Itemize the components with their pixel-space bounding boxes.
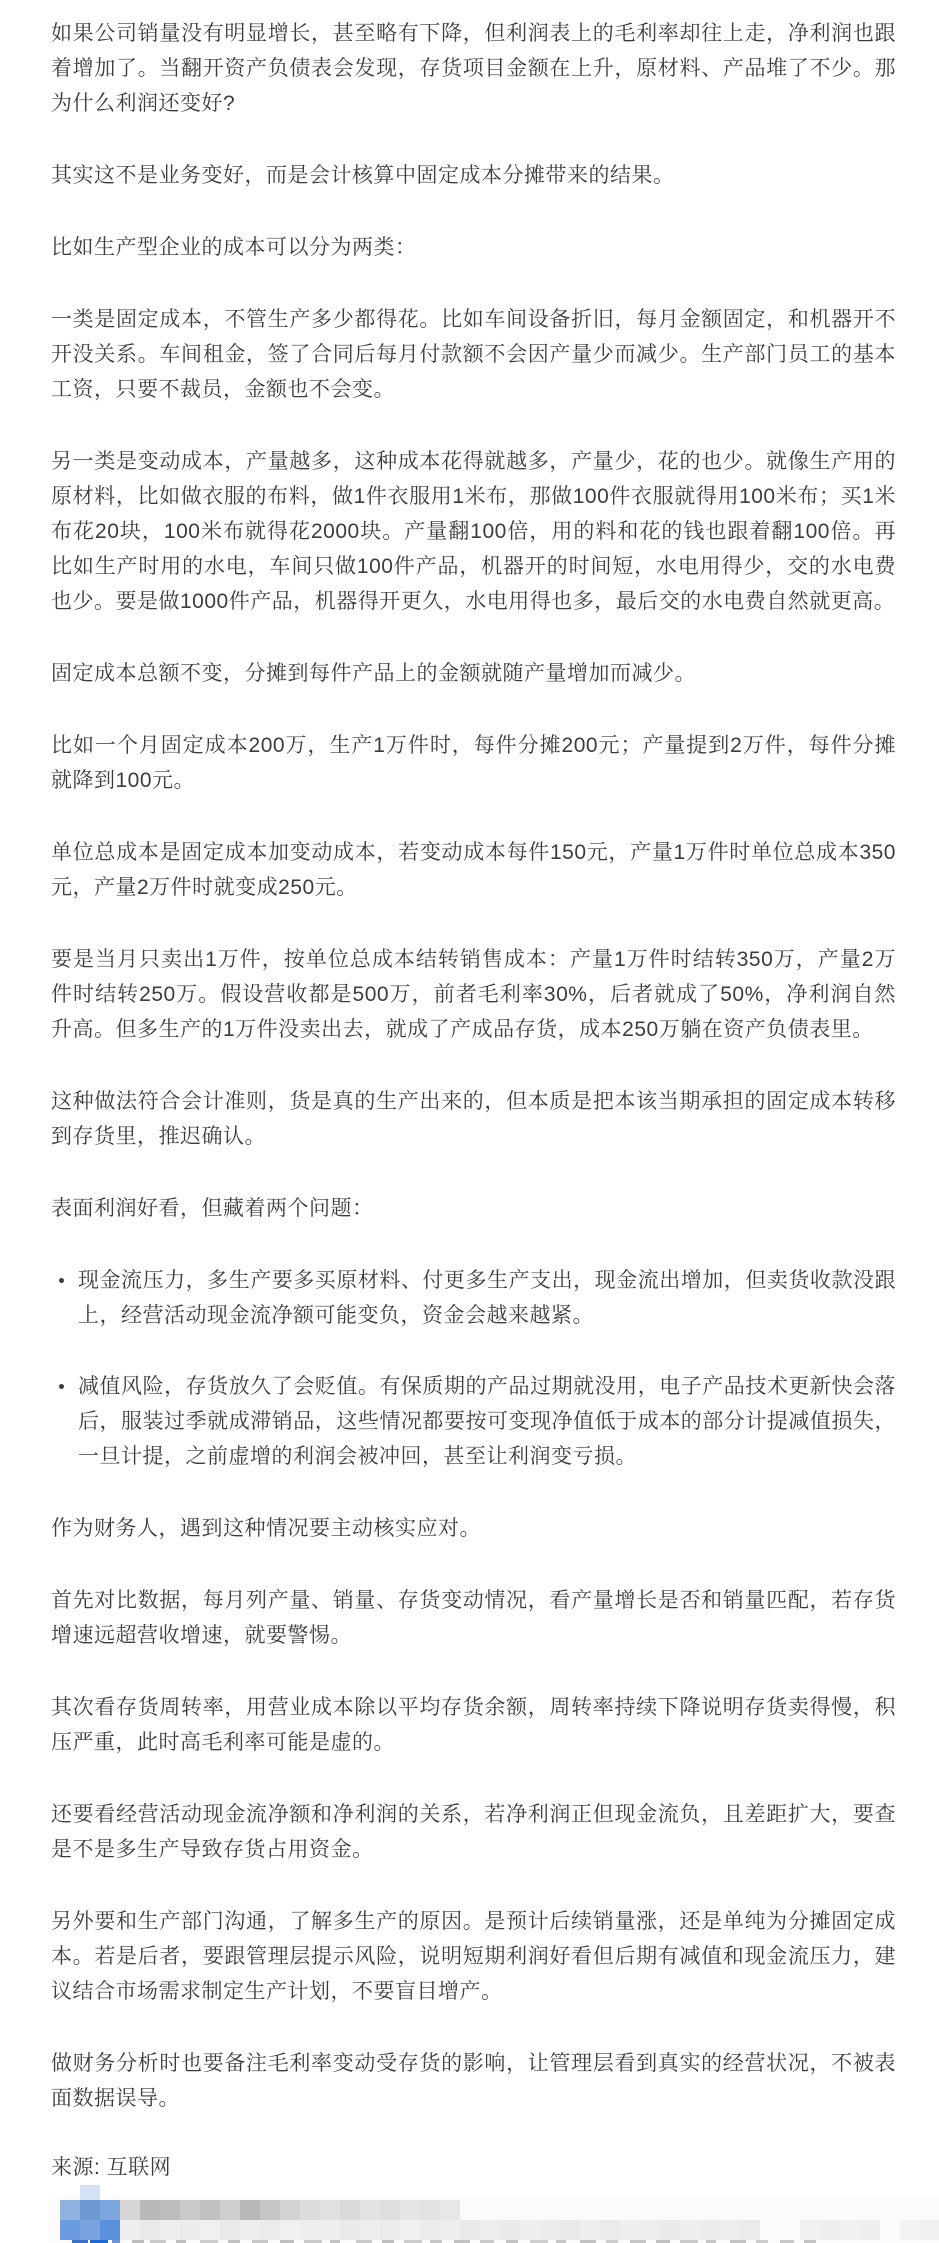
blur-cell <box>920 2220 939 2240</box>
blur-cell <box>280 2220 300 2240</box>
blur-cell <box>80 2220 100 2240</box>
blur-cell <box>280 2200 300 2220</box>
blur-cell <box>320 2200 340 2220</box>
paragraph: 比如一个月固定成本200万，生产1万件时，每件分摊200元；产量提到2万件，每件分摊就降到100元。 <box>51 734 896 792</box>
blur-cell <box>160 2220 180 2240</box>
blur-cell <box>300 2220 320 2240</box>
blur-cell <box>560 2220 580 2240</box>
blur-cell <box>420 2220 440 2240</box>
paragraph: 单位总成本是固定成本加变动成本，若变动成本每件150元，产量1万件时单位总成本350元，产量2万件时就变成250元。 <box>51 841 896 899</box>
blur-cell <box>100 2220 120 2240</box>
blur-cell <box>200 2220 220 2240</box>
blur-cell <box>120 2200 140 2220</box>
bullet-icon <box>59 1278 64 1283</box>
paragraph: 要是当月只卖出1万件，按单位总成本结转销售成本：产量1万件时结转350万，产量2万件时结转250万。假设营收都是500万，前者毛利率30%，后者就成了50%，净利润自然升高。但多生产的1万件没卖出去，就成了产成品存货，成本250万躺在资产负债表里。 <box>51 948 896 1041</box>
blur-cell <box>700 2220 720 2240</box>
blur-cell <box>260 2220 280 2240</box>
blur-cell <box>820 2220 840 2240</box>
paragraph: 还要看经营活动现金流净额和净利润的关系，若净利润正但现金流负，且差距扩大，要查是不是多生产导致存货占用资金。 <box>51 1803 896 1861</box>
blur-cell <box>680 2220 700 2240</box>
blur-cell <box>540 2220 560 2240</box>
paragraph: 另外要和生产部门沟通，了解多生产的原因。是预计后续销量涨，还是单纯为分摊固定成本。若是后者，要跟管理层提示风险，说明短期利润好看但后期有减值和现金流压力，建议结合市场需求制定生产计划，不要盲目增产。 <box>51 1910 896 2003</box>
blur-cell <box>160 2200 180 2220</box>
blur-cell <box>240 2200 260 2220</box>
blur-cell <box>60 2220 80 2240</box>
blur-cell <box>440 2200 460 2220</box>
paragraph: 如果公司销量没有明显增长，甚至略有下降，但利润表上的毛利率却往上走，净利润也跟着增加了。当翻开资产负债表会发现，存货项目金额在上升，原材料、产品堆了不少。那为什么利润还变好? <box>51 22 896 115</box>
paragraph: 这种做法符合会计准则，货是真的生产出来的，但本质是把本该当期承担的固定成本转移到存货里，推迟确认。 <box>51 1090 896 1148</box>
blur-cell <box>140 2220 160 2240</box>
blur-cell <box>180 2200 200 2220</box>
blur-cell <box>400 2200 420 2220</box>
blur-cell <box>360 2220 380 2240</box>
blur-cell <box>420 2200 440 2220</box>
blur-cell <box>580 2220 600 2240</box>
blur-cell <box>60 2200 80 2220</box>
blur-cell <box>460 2220 480 2240</box>
blur-cell <box>500 2220 520 2240</box>
bullet-text: 现金流压力，多生产要多买原材料、付更多生产支出，现金流出增加，但卖货收款没跟上，经营活动现金流净额可能变负，资金会越来越紧。 <box>78 1269 896 1327</box>
blur-cell <box>200 2200 220 2220</box>
blur-cell <box>140 2200 160 2220</box>
source-label: 来源: 互联网 <box>51 2156 172 2179</box>
blur-cell <box>220 2200 240 2220</box>
paragraph: 其次看存货周转率，用营业成本除以平均存货余额，周转率持续下降说明存货卖得慢，积压严重，此时高毛利率可能是虚的。 <box>51 1696 896 1754</box>
blur-cell <box>660 2220 680 2240</box>
bullet-text: 减值风险，存货放久了会贬值。有保质期的产品过期就没用，电子产品技术更新快会落后，服装过季就成滞销品，这些情况都要按可变现净值低于成本的部分计提减值损失，一旦计提，之前虚增的利润会被冲回，甚至让利润变亏损。 <box>78 1375 896 1468</box>
paragraph: 表面利润好看，但藏着两个问题： <box>51 1197 374 1220</box>
paragraph: 做财务分析时也要备注毛利率变动受存货的影响，让管理层看到真实的经营状况，不被表面数据误导。 <box>51 2052 896 2110</box>
paragraph: 一类是固定成本，不管生产多少都得花。比如车间设备折旧，每月金额固定，和机器开不开没关系。车间租金，签了合同后每月付款额不会因产量少而减少。生产部门员工的基本工资，只要不裁员，金额也不会变。 <box>51 308 896 401</box>
bullet-list <box>51 1263 896 1474</box>
paragraph: 其实这不是业务变好，而是会计核算中固定成本分摊带来的结果。 <box>51 164 675 187</box>
blur-cell <box>520 2220 540 2240</box>
blur-cell <box>840 2220 860 2240</box>
blur-cell <box>380 2200 400 2220</box>
paragraph: 首先对比数据，每月列产量、销量、存货变动情况，看产量增长是否和销量匹配，若存货增速远超营收增速，就要警惕。 <box>51 1589 896 1647</box>
list-item <box>78 1369 896 1474</box>
blur-cell <box>220 2220 240 2240</box>
blur-cell <box>860 2220 880 2240</box>
blur-cell <box>720 2220 740 2240</box>
blur-cell <box>380 2220 400 2240</box>
blur-cell <box>80 2185 100 2200</box>
blur-cell <box>340 2200 360 2220</box>
blur-cell <box>480 2220 500 2240</box>
blur-cell <box>320 2220 340 2240</box>
paragraph: 比如生产型企业的成本可以分为两类： <box>51 236 417 259</box>
blur-cell <box>800 2220 820 2240</box>
blur-cell <box>620 2220 640 2240</box>
list-item <box>78 1263 896 1333</box>
blur-cell <box>180 2220 200 2240</box>
blur-cell <box>240 2220 260 2240</box>
blur-cell <box>100 2200 120 2220</box>
blur-cell <box>120 2220 140 2240</box>
blur-cell <box>340 2220 360 2240</box>
blur-cell <box>80 2200 100 2220</box>
paragraph: 另一类是变动成本，产量越多，这种成本花得就越多，产量少，花的也少。就像生产用的原材料，比如做衣服的布料，做1件衣服用1米布，那做100件衣服就得用100米布；买1米布花20块，100米布就得花2000块。产量翻100倍，用的料和花的钱也跟着翻100倍。再比如生产时用的水电，车间只做100件产品，机器开的时间短，水电用得少，交的水电费也少。要是做1000件产品，机器得开更久，水电用得也多，最后交的水电费自然就更高。 <box>51 450 896 613</box>
blur-cell <box>300 2200 320 2220</box>
blurred-footer-card <box>0 2185 939 2243</box>
paragraph: 作为财务人，遇到这种情况要主动核实应对。 <box>51 1517 481 1540</box>
blur-cell <box>400 2220 420 2240</box>
blur-cell <box>360 2200 380 2220</box>
paragraph: 固定成本总额不变，分摊到每件产品上的金额就随产量增加而减少。 <box>51 662 696 685</box>
blur-cell <box>640 2220 660 2240</box>
blur-cell <box>900 2220 920 2240</box>
blur-cell <box>600 2220 620 2240</box>
blur-cell <box>260 2200 280 2220</box>
bullet-icon <box>59 1384 64 1389</box>
blur-cell <box>740 2220 760 2240</box>
blur-cell <box>440 2220 460 2240</box>
